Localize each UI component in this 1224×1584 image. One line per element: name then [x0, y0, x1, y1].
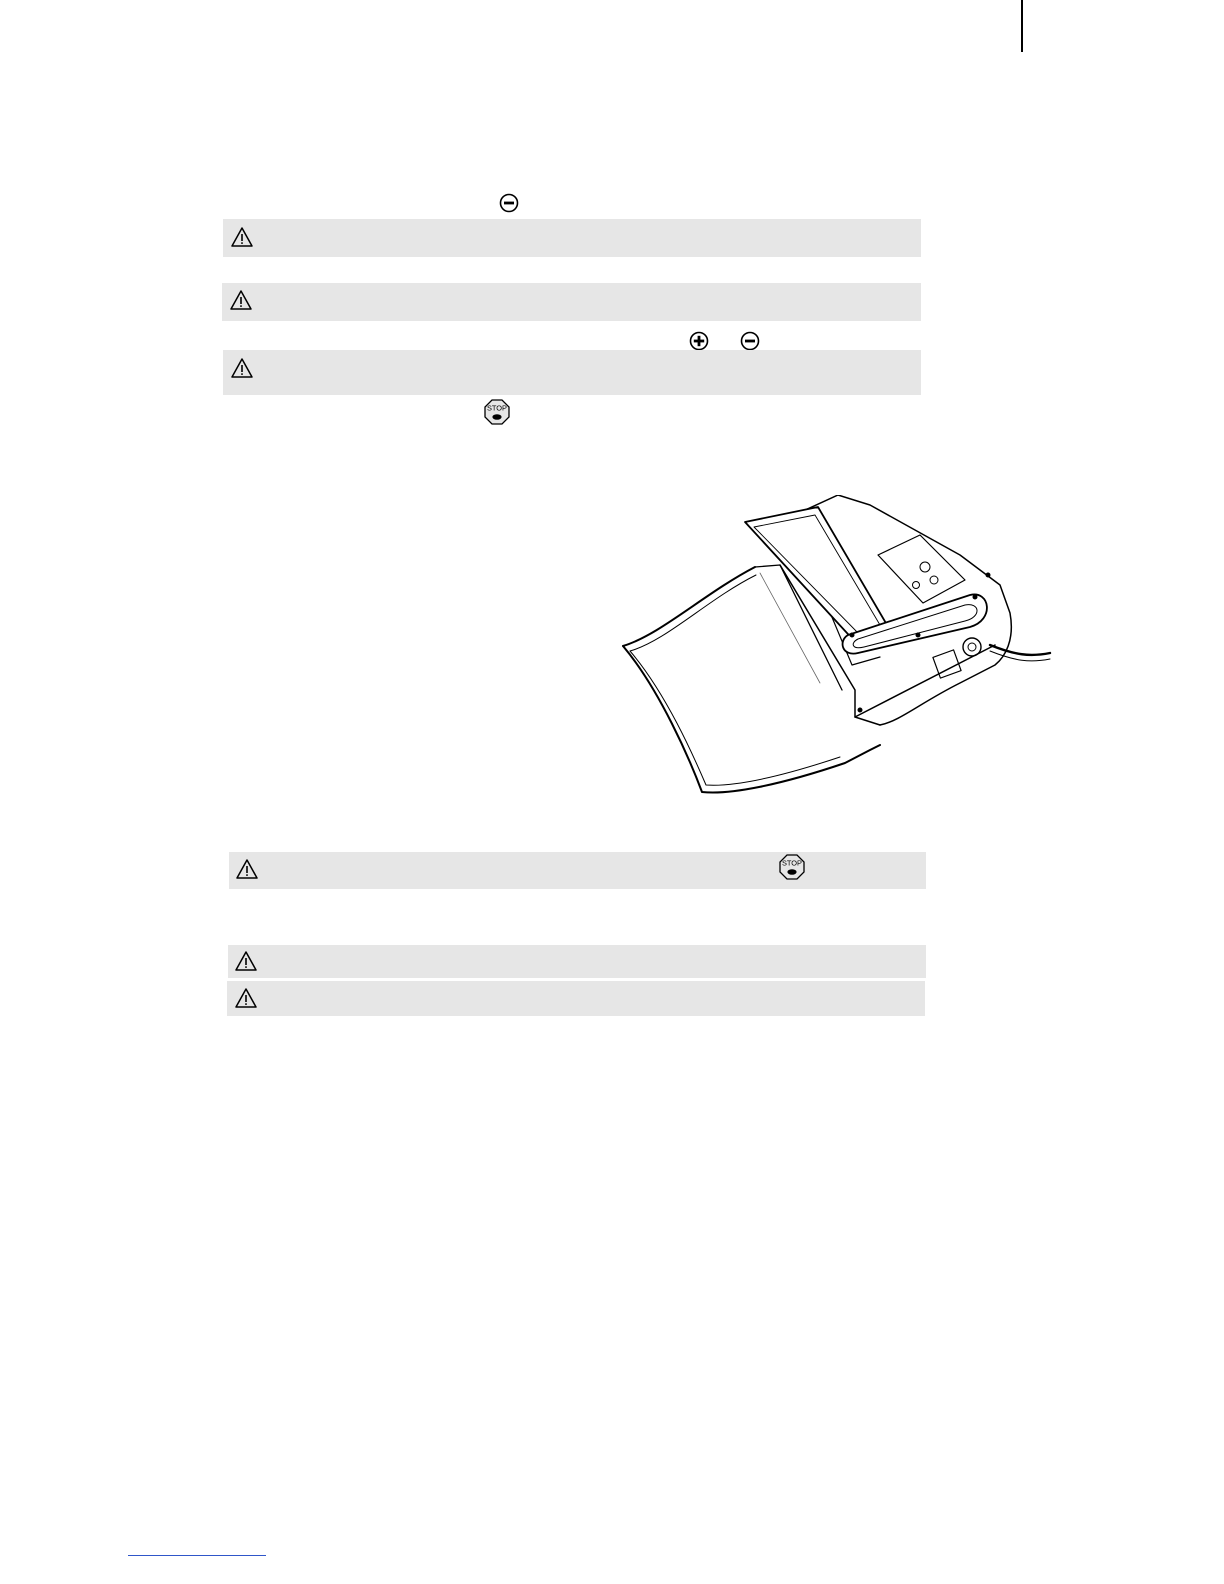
warning-note-2 [222, 283, 921, 321]
plus-circle-icon [689, 331, 709, 351]
warning-triangle-icon [235, 858, 259, 880]
warning-triangle-icon [234, 987, 258, 1009]
minus-circle-icon [740, 331, 760, 351]
warning-triangle-icon [230, 226, 254, 248]
warning-triangle-icon [234, 950, 258, 972]
footer-link-underline[interactable] [128, 1555, 266, 1556]
stop-button-icon [779, 854, 805, 880]
minus-circle-icon [499, 193, 519, 213]
warning-note-4 [229, 852, 926, 889]
stop-button-icon [484, 399, 510, 425]
top-rule [1021, 0, 1023, 52]
warning-note-3 [223, 350, 921, 395]
warning-note-1 [223, 219, 921, 257]
stop-label: STOP [487, 403, 507, 413]
vacuum-sealer-illustration [620, 495, 1060, 800]
stop-label: STOP [782, 858, 802, 868]
warning-note-5 [228, 945, 926, 978]
warning-triangle-icon [229, 289, 253, 311]
warning-triangle-icon [230, 357, 254, 379]
warning-note-6 [227, 981, 925, 1016]
